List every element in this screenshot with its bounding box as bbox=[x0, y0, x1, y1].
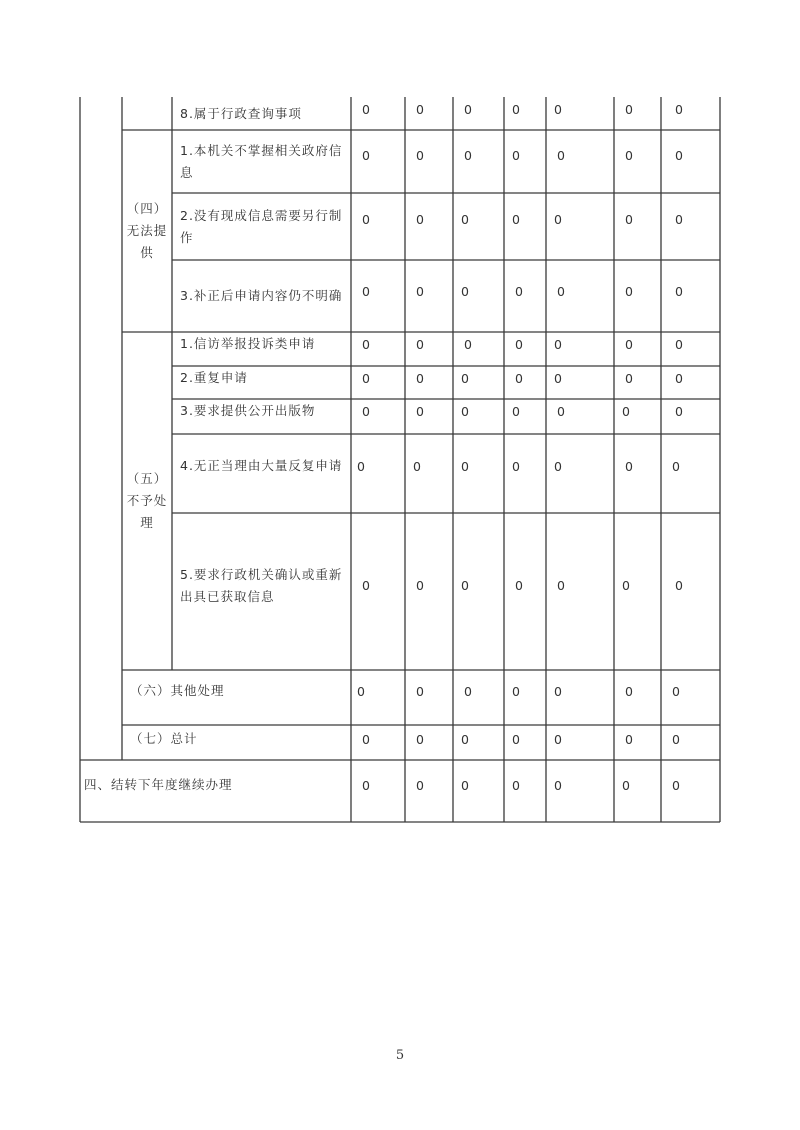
value-cell: 0 bbox=[416, 336, 424, 352]
value-cell: 0 bbox=[557, 403, 565, 419]
value-cell: 0 bbox=[554, 683, 562, 699]
value-cell: 0 bbox=[416, 370, 424, 386]
value-cell: 0 bbox=[362, 777, 370, 793]
value-cell: 0 bbox=[625, 211, 633, 227]
value-cell: 0 bbox=[675, 370, 683, 386]
value-cell: 0 bbox=[672, 731, 680, 747]
value-cell: 0 bbox=[416, 211, 424, 227]
row-label: 5.要求行政机关确认或重新出具已获取信息 bbox=[180, 566, 343, 604]
value-cell: 0 bbox=[416, 578, 424, 593]
value-cell: 0 bbox=[416, 101, 424, 117]
value-cell: 0 bbox=[416, 777, 424, 793]
value-cell: 0 bbox=[515, 370, 523, 386]
value-cell: 0 bbox=[461, 403, 469, 419]
value-cell: 0 bbox=[512, 147, 520, 163]
value-cell: 0 bbox=[362, 403, 370, 419]
value-cell: 0 bbox=[512, 211, 520, 227]
value-cell: 0 bbox=[625, 101, 633, 117]
value-cell: 0 bbox=[512, 683, 520, 699]
value-cell: 0 bbox=[413, 458, 421, 474]
value-cell: 0 bbox=[625, 283, 633, 299]
value-cell: 0 bbox=[554, 336, 562, 352]
value-cell: 0 bbox=[461, 777, 469, 793]
row-label: 3.要求提供公开出版物 bbox=[180, 403, 316, 418]
value-cell: 0 bbox=[625, 458, 633, 474]
value-cell: 0 bbox=[554, 731, 562, 747]
value-cell: 0 bbox=[675, 147, 683, 163]
value-cell: 0 bbox=[464, 147, 472, 163]
row-label: 3.补正后申请内容仍不明确 bbox=[180, 288, 343, 303]
value-cell: 0 bbox=[416, 731, 424, 747]
value-cell: 0 bbox=[461, 578, 469, 593]
value-cell: 0 bbox=[362, 370, 370, 386]
value-cell: 0 bbox=[625, 147, 633, 163]
page-number: 5 bbox=[395, 1048, 405, 1063]
value-cell: 0 bbox=[622, 403, 630, 419]
value-cell: 0 bbox=[675, 403, 683, 419]
value-cell: 0 bbox=[515, 578, 523, 593]
value-cell: 0 bbox=[675, 211, 683, 227]
value-cell: 0 bbox=[362, 101, 370, 117]
value-cell: 0 bbox=[416, 147, 424, 163]
value-cell: 0 bbox=[512, 101, 520, 117]
value-cell: 0 bbox=[672, 683, 680, 699]
value-cell: 0 bbox=[515, 336, 523, 352]
value-cell: 0 bbox=[625, 683, 633, 699]
value-cell: 0 bbox=[515, 283, 523, 299]
value-cell: 0 bbox=[362, 147, 370, 163]
value-cell: 0 bbox=[554, 101, 562, 117]
value-cell: 0 bbox=[625, 731, 633, 747]
row-label: （七）总计 bbox=[130, 731, 198, 746]
value-cell: 0 bbox=[557, 147, 565, 163]
value-cell: 0 bbox=[554, 370, 562, 386]
value-cell: 0 bbox=[554, 777, 562, 793]
value-cell: 0 bbox=[357, 683, 365, 699]
value-cell: 0 bbox=[675, 101, 683, 117]
value-cell: 0 bbox=[622, 578, 630, 593]
value-cell: 0 bbox=[625, 370, 633, 386]
value-cell: 0 bbox=[554, 211, 562, 227]
value-cell: 0 bbox=[464, 683, 472, 699]
row-label: 2.没有现成信息需要另行制作 bbox=[180, 207, 343, 245]
value-cell: 0 bbox=[461, 283, 469, 299]
value-cell: 0 bbox=[625, 336, 633, 352]
value-cell: 0 bbox=[464, 101, 472, 117]
value-cell: 0 bbox=[416, 403, 424, 419]
value-cell: 0 bbox=[362, 578, 370, 593]
value-cell: 0 bbox=[512, 731, 520, 747]
value-cell: 0 bbox=[362, 211, 370, 227]
value-cell: 0 bbox=[672, 458, 680, 474]
value-cell: 0 bbox=[362, 283, 370, 299]
value-cell: 0 bbox=[362, 731, 370, 747]
value-cell: 0 bbox=[416, 283, 424, 299]
row-label: 8.属于行政查询事项 bbox=[180, 105, 302, 121]
value-cell: 0 bbox=[416, 683, 424, 699]
value-cell: 0 bbox=[512, 403, 520, 419]
value-cell: 0 bbox=[622, 777, 630, 793]
value-cell: 0 bbox=[461, 731, 469, 747]
row-label: 四、结转下年度继续办理 bbox=[84, 777, 233, 792]
value-cell: 0 bbox=[557, 578, 565, 593]
value-cell: 0 bbox=[557, 283, 565, 299]
value-cell: 0 bbox=[512, 458, 520, 474]
value-cell: 0 bbox=[672, 777, 680, 793]
row-label: （六）其他处理 bbox=[130, 683, 225, 698]
row-label: 1.信访举报投诉类申请 bbox=[180, 336, 316, 351]
value-cell: 0 bbox=[461, 211, 469, 227]
row-label: 4.无正当理由大量反复申请 bbox=[180, 458, 343, 473]
value-cell: 0 bbox=[675, 283, 683, 299]
value-cell: 0 bbox=[512, 777, 520, 793]
value-cell: 0 bbox=[464, 336, 472, 352]
value-cell: 0 bbox=[675, 336, 683, 352]
value-cell: 0 bbox=[461, 370, 469, 386]
value-cell: 0 bbox=[357, 458, 365, 474]
value-cell: 0 bbox=[362, 336, 370, 352]
group-label: （四）无法提供 bbox=[126, 201, 168, 260]
group-label: （五）不予处理 bbox=[126, 471, 168, 530]
value-cell: 0 bbox=[461, 458, 469, 474]
row-label: 2.重复申请 bbox=[180, 370, 248, 385]
value-cell: 0 bbox=[675, 578, 683, 593]
row-label: 1.本机关不掌握相关政府信息 bbox=[180, 142, 343, 180]
value-cell: 0 bbox=[554, 458, 562, 474]
